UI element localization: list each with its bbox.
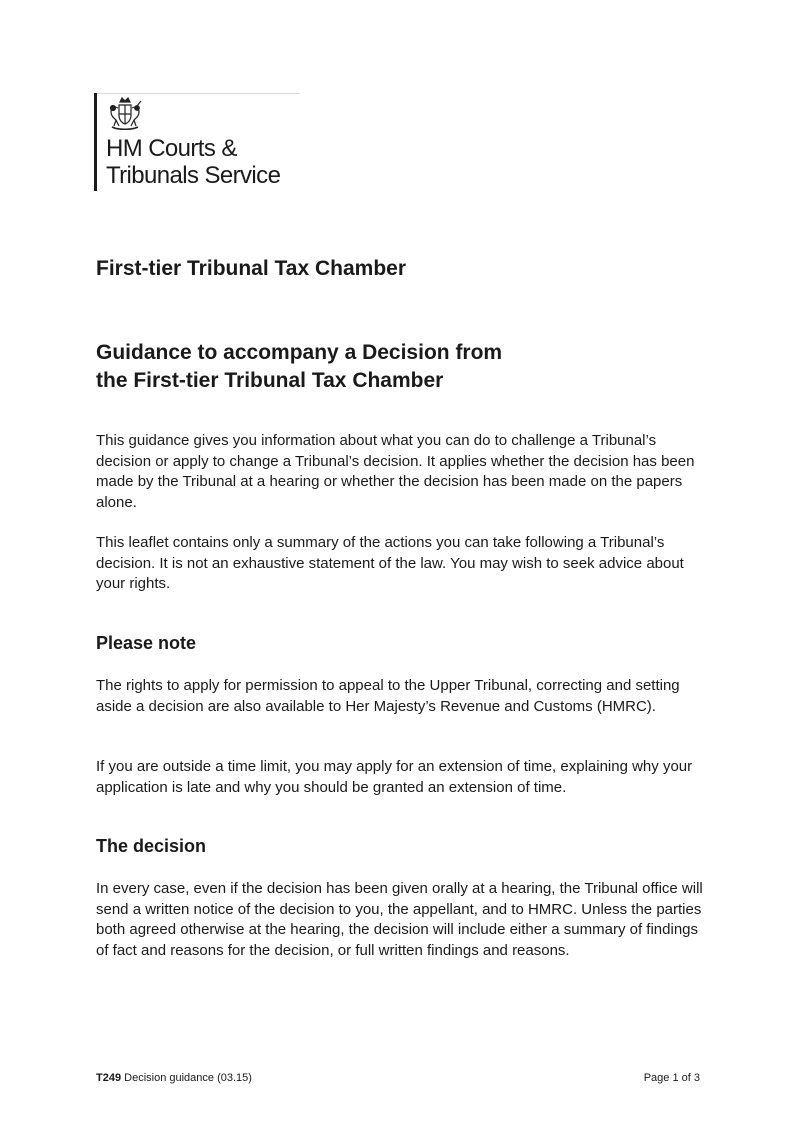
the-decision-paragraph-1: In every case, even if the decision has been given orally at a hearing, the Tribunal office will send a written notice of the decision to you, the appellant, and to HMRC. Unless the parties both agreed otherwise at the hearing, the decision will include either a summary of findings of fact and reasons for the decision, or full written findings and reasons. — [96, 880, 703, 959]
logo-line-1: HM Courts & — [106, 135, 237, 162]
please-note-paragraph-1: The rights to apply for permission to appeal to the Upper Tribunal, correcting and setting aside a decision are also available to Her Majesty’s Revenue and Customs (HMRC). — [96, 677, 680, 715]
subtitle-line-2: the First-tier Tribunal Tax Chamber — [96, 369, 444, 392]
document-title: First-tier Tribunal Tax Chamber — [96, 257, 407, 280]
logo-line-2: Tribunals Service — [106, 162, 281, 189]
intro-paragraph-1: This guidance gives you information about what you can do to challenge a Tribunal’s decision or apply to change a Tribunal’s decision. It applies whether the decision has been made by the Tribunal at a hearing or whether the decision has been made on the papers alone. — [96, 432, 695, 511]
logo-wordmark — [106, 135, 280, 189]
the-decision-heading: The decision — [96, 836, 207, 856]
subtitle-line-1: Guidance to accompany a Decision from — [96, 341, 503, 364]
logo-divider-bar — [94, 93, 97, 191]
document-subtitle — [96, 339, 502, 395]
please-note-heading: Please note — [96, 633, 197, 653]
footer-form-code: T249 — [96, 1072, 122, 1084]
please-note-paragraph-2: If you are outside a time limit, you may apply for an extension of time, explaining why your application is late and why you should be granted an extension of time. — [96, 758, 693, 796]
logo-top-rule — [97, 93, 300, 94]
footer-page-number: Page 1 of 3 — [643, 1072, 700, 1084]
hmcts-logo — [94, 93, 300, 191]
footer-form-name: Decision guidance (03.15) — [121, 1072, 252, 1084]
intro-paragraph-2: This leaflet contains only a summary of the actions you can take following a Tribunal’s decision. It is not an exhaustive statement of the law. You may wish to seek advice about your rights. — [96, 534, 684, 592]
page-footer — [96, 1072, 700, 1084]
footer-form-reference — [96, 1072, 252, 1084]
royal-coat-of-arms-icon — [106, 96, 144, 132]
